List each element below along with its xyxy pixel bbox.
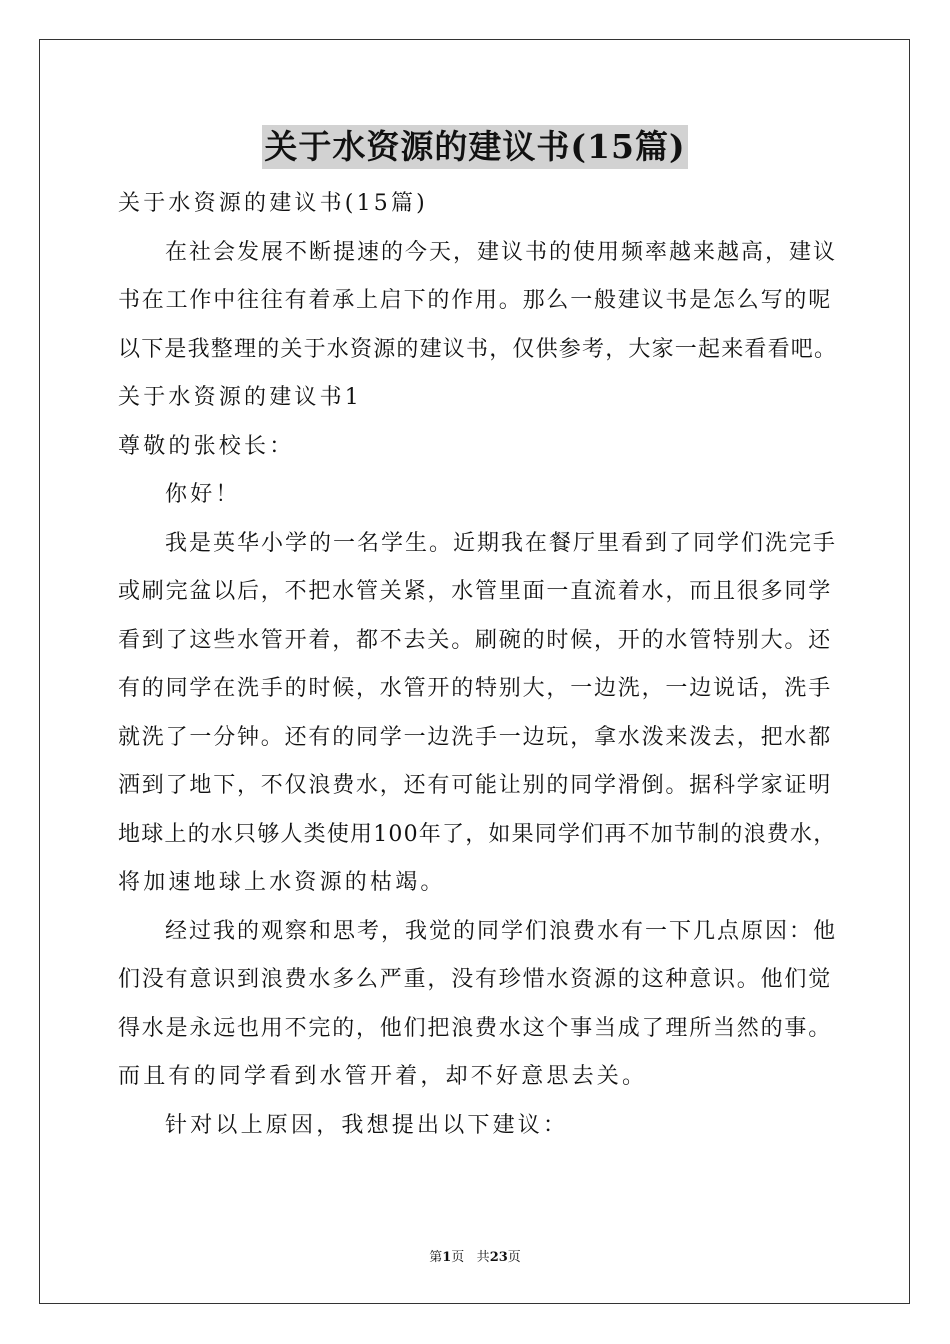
text-line: 经过我的观察和思考，我觉的同学们浪费水有一下几点原因：他 — [165, 918, 838, 944]
text-line: 针对以上原因，我想提出以下建议： — [165, 1112, 569, 1138]
text-line: 洒到了地下，不仅浪费水，还有可能让别的同学滑倒。据科学家证明 — [118, 773, 833, 798]
text-line: 们没有意识到浪费水多么严重，没有珍惜水资源的这种意识。他们觉 — [118, 967, 833, 992]
text-line: 关于水资源的建议书(15篇) — [118, 191, 428, 216]
text-line: 看到了这些水管开着，都不去关。刷碗的时候，开的水管特别大。还 — [118, 627, 833, 653]
page-suffix: 页 — [451, 1250, 465, 1265]
text-line: 而且有的同学看到水管开着，却不好意思去关。 — [118, 1064, 648, 1089]
text-line: 我是英华小学的一名学生。近期我在餐厅里看到了同学们洗完手 — [165, 530, 838, 556]
page-number: 1 — [442, 1250, 452, 1265]
text-line: 在社会发展不断提速的今天，建议书的使用频率越来越高，建议 — [165, 239, 838, 265]
title-container — [0, 125, 950, 169]
total-prefix: 共 — [476, 1250, 490, 1265]
text-line: 书在工作中往往有着承上启下的作用。那么一般建议书是怎么写的呢 — [118, 288, 833, 313]
text-line: 你好！ — [165, 482, 241, 507]
text-line: 地球上的水只够人类使用100年了，如果同学们再不加节制的浪费水， — [118, 821, 837, 847]
text-line: 就洗了一分钟。还有的同学一边洗手一边玩，拿水泼来泼去，把水都 — [118, 724, 833, 750]
text-line: 关于水资源的建议书1 — [118, 385, 362, 410]
page-footer — [0, 1246, 950, 1265]
text-line: 尊敬的张校长： — [118, 433, 295, 459]
document-body — [118, 180, 836, 1150]
text-line: 得水是永远也用不完的，他们把浪费水这个事当成了理所当然的事。 — [118, 1015, 833, 1041]
page-prefix: 第 — [429, 1250, 443, 1265]
text-line: 有的同学在洗手的时候，水管开的特别大，一边洗，一边说话，洗手 — [118, 676, 833, 701]
text-line: 将加速地球上水资源的枯竭。 — [118, 870, 446, 895]
text-line: 以下是我整理的关于水资源的建议书，仅供参考，大家一起来看看吧。 — [118, 336, 838, 362]
document-title: 关于水资源的建议书(15篇) — [262, 125, 687, 169]
total-pages: 23 — [489, 1250, 508, 1265]
total-suffix: 页 — [507, 1250, 521, 1265]
text-line: 或刷完盆以后，不把水管关紧，水管里面一直流着水，而且很多同学 — [118, 579, 833, 604]
